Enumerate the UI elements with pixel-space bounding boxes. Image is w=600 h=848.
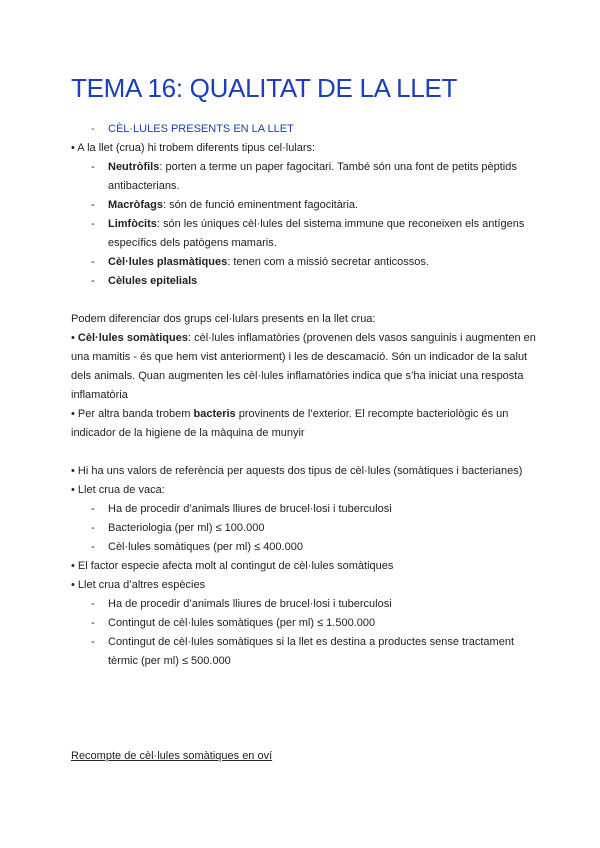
bacteria-paragraph: • Per altra banda trobem bacteris provinents de l’exterior. El recompte bacteriològic és un indicador de la higiene de la màquina de munyir: [71, 408, 509, 439]
cow-item: - Ha de procedir d’animals lliures de brucel·losi i tuberculosi: [91, 503, 392, 515]
cow-milk-title: • Llet crua de vaca:: [71, 484, 165, 496]
cells-intro: • A la llet (crua) hi trobem diferents tipus cel·lulars:: [71, 142, 316, 154]
cell-item-epitelials: - Cèlules epitelials: [91, 275, 198, 287]
document-body: [71, 120, 541, 766]
cell-item-limfocits: - Limfòcits: són les úniques cèl·lules del sistema immune que reconeixen els antígens específics dels patògens mamaris.: [91, 218, 525, 249]
other-item: - Ha de procedir d’animals lliures de brucel·losi i tuberculosi: [91, 598, 392, 610]
reference-intro: • Hi ha uns valors de referència per aquests dos tipus de cèl·lules (somàtiques i bacterianes): [71, 465, 523, 477]
section-heading: - CÈL·LULES PRESENTS EN LA LLET: [91, 123, 294, 135]
cell-item-neutrofils: - Neutròfils: porten a terme un paper fagocitari. També són una font de petits pèptids antibacterians.: [91, 161, 517, 192]
species-note: • El factor especie afecta molt al contingut de cèl·lules somàtiques: [71, 560, 394, 572]
footer-heading: Recompte de cèl·lules somàtiques en oví: [71, 750, 273, 762]
somatic-paragraph: • Cèl·lules somàtiques: cèl·lules inflamatòries (provenen dels vasos sanguinis i augmenten en una mamitis - és que hem vist anteriorment) i les de descamació. Són un indicador de la salut dels animals. Quan augmenten les cèl·lules inflamatòries indica que s’ha iniciat una resposta inflamatòria: [71, 332, 536, 401]
groups-intro: Podem diferenciar dos grups cel·lulars presents en la llet crua:: [71, 313, 376, 325]
page-title: TEMA 16: QUALITAT DE LA LLET: [71, 73, 458, 103]
other-species-title: • Llet crua d’altres espècies: [71, 579, 206, 591]
cow-item: - Cèl·lules somàtiques (per ml) ≤ 400.000: [91, 541, 303, 553]
other-item: - Contingut de cèl·lules somàtiques (per ml) ≤ 1.500.000: [91, 617, 376, 629]
cell-item-plasmatiques: - Cèl·lules plasmàtiques: tenen com a missió secretar anticossos.: [91, 256, 429, 268]
other-item: - Contingut de cèl·lules somàtiques si la llet es destina a productes sense tractament tèrmic (per ml) ≤ 500.000: [91, 636, 514, 667]
cell-item-macrofags: - Macròfags: són de funció eminentment fagocitària.: [91, 199, 359, 211]
cow-item: - Bacteriologia (per ml) ≤ 100.000: [91, 522, 265, 534]
